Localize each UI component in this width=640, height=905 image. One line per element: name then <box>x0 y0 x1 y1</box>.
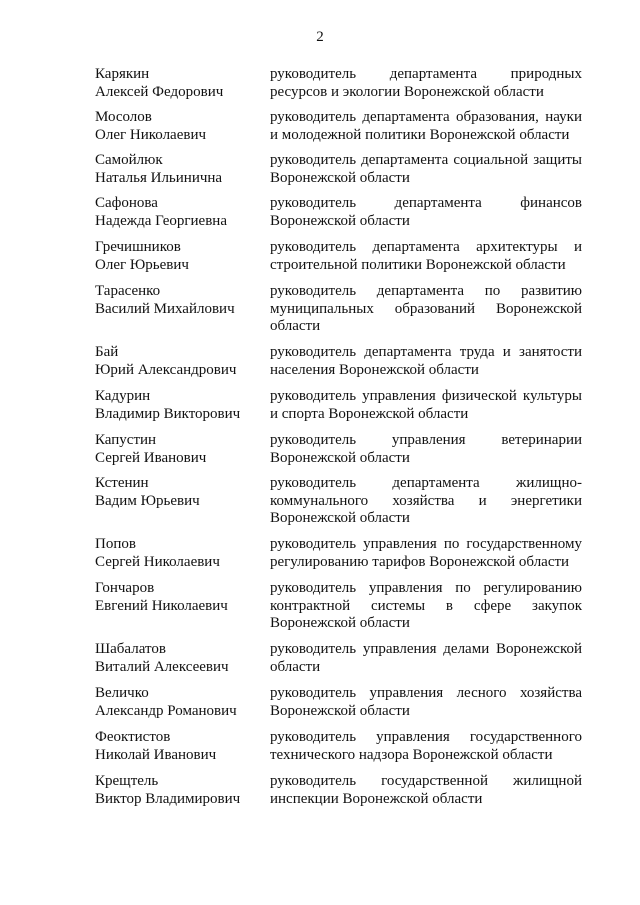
official-surname: Крещтель <box>95 773 159 789</box>
official-entry <box>95 580 585 641</box>
official-given-names: Алексей Федорович <box>95 83 224 100</box>
official-surname: Бай <box>95 344 119 360</box>
official-position: руководитель управления государственного технического надзора Воронежской области <box>270 729 582 763</box>
official-entry <box>95 729 585 773</box>
official-entry <box>95 344 585 388</box>
official-position: руководитель департамента архитектуры и строительной политики Воронежской области <box>270 239 582 273</box>
official-entry <box>95 475 585 536</box>
official-name <box>95 536 270 571</box>
official-name <box>95 239 270 274</box>
official-given-names: Вадим Юрьевич <box>95 492 200 509</box>
official-surname: Сафонова <box>95 195 158 211</box>
official-entry <box>95 388 585 432</box>
official-surname: Шабалатов <box>95 641 166 657</box>
official-surname: Капустин <box>95 432 157 448</box>
official-surname: Карякин <box>95 66 150 82</box>
official-position: руководитель управления по регулированию контрактной системы в сфере закупок Воронежской области <box>270 580 582 631</box>
official-surname: Гречишников <box>95 239 181 255</box>
official-name <box>95 283 270 318</box>
official-entry <box>95 641 585 685</box>
official-surname: Кстенин <box>95 475 149 491</box>
official-surname: Мосолов <box>95 109 152 125</box>
official-surname: Попов <box>95 536 136 552</box>
official-given-names: Олег Юрьевич <box>95 256 189 273</box>
official-position: руководитель департамента финансов Воронежской области <box>270 195 582 229</box>
official-position: руководитель управления физической культуры и спорта Воронежской области <box>270 388 582 422</box>
official-given-names: Александр Романович <box>95 702 237 719</box>
official-name <box>95 641 270 676</box>
official-name <box>95 344 270 379</box>
official-position: руководитель департамента труда и занятости населения Воронежской области <box>270 344 582 378</box>
officials-list <box>95 66 585 817</box>
page-number: 2 <box>316 29 324 45</box>
official-entry <box>95 195 585 239</box>
official-surname: Тарасенко <box>95 283 161 299</box>
official-given-names: Виталий Алексеевич <box>95 658 229 675</box>
official-given-names: Владимир Викторович <box>95 405 241 422</box>
official-name <box>95 388 270 423</box>
official-surname: Феоктистов <box>95 729 171 745</box>
official-given-names: Олег Николаевич <box>95 126 207 143</box>
official-surname: Гончаров <box>95 580 155 596</box>
official-given-names: Сергей Николаевич <box>95 553 220 570</box>
official-given-names: Василий Михайлович <box>95 300 235 317</box>
official-given-names: Юрий Александрович <box>95 361 237 378</box>
official-position: руководитель департамента образования, науки и молодежной политики Воронежской области <box>270 109 582 143</box>
official-name <box>95 580 270 615</box>
official-name <box>95 152 270 187</box>
official-given-names: Надежда Георгиевна <box>95 212 227 229</box>
official-position: руководитель управления ветеринарии Воронежской области <box>270 432 582 466</box>
official-entry <box>95 66 585 109</box>
official-position: руководитель департамента жилищно-коммунального хозяйства и энергетики Воронежской области <box>270 475 582 526</box>
official-entry <box>95 109 585 152</box>
official-position: руководитель департамента природных ресурсов и экологии Воронежской области <box>270 66 582 100</box>
official-entry <box>95 536 585 580</box>
official-position: руководитель управления делами Воронежской области <box>270 641 582 675</box>
official-surname: Кадурин <box>95 388 151 404</box>
official-position: руководитель управления лесного хозяйства Воронежской области <box>270 685 582 719</box>
official-surname: Величко <box>95 685 149 701</box>
official-name <box>95 66 270 101</box>
official-given-names: Наталья Ильинична <box>95 169 223 186</box>
official-given-names: Николай Иванович <box>95 746 217 763</box>
official-entry <box>95 283 585 344</box>
official-given-names: Евгений Николаевич <box>95 597 228 614</box>
official-name <box>95 432 270 467</box>
official-entry <box>95 685 585 729</box>
official-entry <box>95 432 585 475</box>
official-name <box>95 195 270 230</box>
official-position: руководитель департамента по развитию муниципальных образований Воронежской области <box>270 283 582 334</box>
official-name <box>95 109 270 144</box>
official-given-names: Виктор Владимирович <box>95 790 241 807</box>
official-name <box>95 685 270 720</box>
official-position: руководитель управления по государственному регулированию тарифов Воронежской области <box>270 536 582 570</box>
official-entry <box>95 773 585 817</box>
official-name <box>95 773 270 808</box>
official-given-names: Сергей Иванович <box>95 449 207 466</box>
official-surname: Самойлюк <box>95 152 163 168</box>
official-name <box>95 729 270 764</box>
official-position: руководитель государственной жилищной инспекции Воронежской области <box>270 773 582 807</box>
official-position: руководитель департамента социальной защиты Воронежской области <box>270 152 582 186</box>
official-entry <box>95 239 585 283</box>
official-entry <box>95 152 585 195</box>
official-name <box>95 475 270 510</box>
